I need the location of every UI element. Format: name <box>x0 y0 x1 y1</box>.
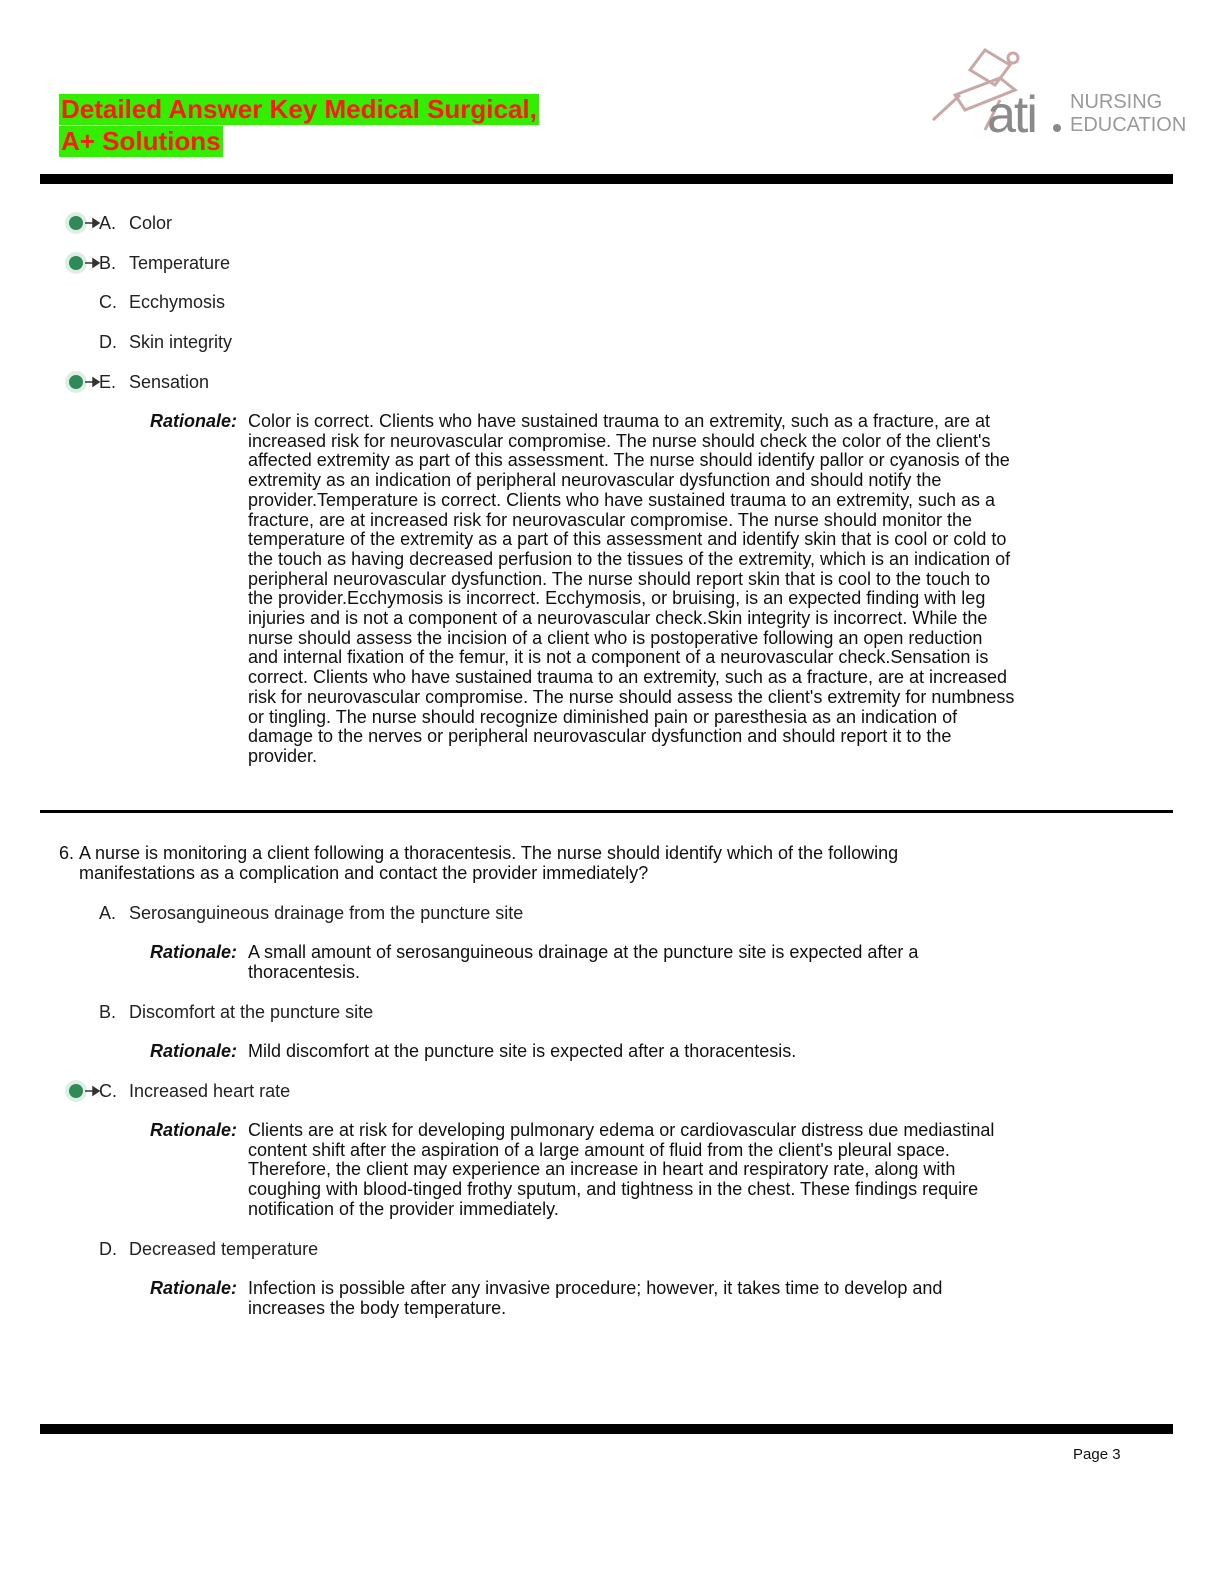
header-divider <box>40 174 1173 184</box>
option-e: E. Sensation <box>99 372 210 392</box>
rationale-text: Color is correct. Clients who have sustained trauma to an extremity, such as a fracture, are at increased risk for neurovascular compromise. The nurse should check the color of the client's affected extremity as part of this assessment. The nurse should identify pallor or cyanosis of the extremity as an indication of peripheral neurovascular dysfunction and should notify the provider.Temperature is correct. Clients who have sustained trauma to an extremity, such as a fracture, are at increased risk for neurovascular compromise. The nurse should monitor the temperature of the extremity as a part of this assessment and identify skin that is cool or cold to the touch as having decreased perfusion to the tissues of the extremity, which is an indication of peripheral neurovascular dysfunction. The nurse should report skin that is cool to the touch to the provider.Ecchymosis is incorrect. Ecchymosis, or bruising, is an expected finding with leg injuries and is not a component of a neurovascular check.Skin integrity is incorrect. While the nurse should assess the incision of a client who is postoperative following an open reduction and internal fixation of the femur, it is not a component of a neurovascular check.Sensation is correct. Clients who have sustained trauma to an extremity, such as a fracture, are at increased risk for neurovascular compromise. The nurse should assess the client's extremity for numbness or tingling. The nurse should recognize diminished pain or paresthesia as an indication of damage to the nerves or peripheral neurovascular dysfunction and should report it to the provider. <box>248 411 1015 766</box>
option-d: D. Decreased temperature <box>99 1239 319 1259</box>
ati-nursing-education-logo <box>925 40 1187 144</box>
logo-brand: ati <box>987 86 1036 144</box>
option-c: C. Ecchymosis <box>99 292 226 312</box>
option-a: A. Serosanguineous drainage from the puncture site <box>99 903 524 923</box>
option-d: D. Skin integrity <box>99 332 233 352</box>
correct-answer-marker-icon <box>63 249 103 277</box>
footer-divider <box>40 1424 1173 1434</box>
rationale-label: Rationale: <box>150 1278 238 1298</box>
correct-answer-marker-icon <box>63 1077 103 1105</box>
document-title-line-2: A+ Solutions <box>61 126 221 156</box>
document-title-line-1: Detailed Answer Key Medical Surgical, <box>61 94 537 124</box>
correct-answer-marker-icon <box>63 368 103 396</box>
logo-line-nursing: NURSING <box>1070 91 1163 113</box>
option-b: B. Temperature <box>99 253 231 273</box>
rationale-text: A small amount of serosanguineous drainage at the puncture site is expected after a thoracentesis. <box>248 942 919 982</box>
rationale-text: Clients are at risk for developing pulmonary edema or cardiovascular distress due mediastinal content shift after the aspiration of a large amount of fluid from the client's pleural space. Therefore, the client may experience an increase in heart and respiratory rate, along with coughing with blood-tinged frothy sputum, and tightness in the chest. These findings require notification of the provider immediately. <box>248 1120 995 1219</box>
option-b: B. Discomfort at the puncture site <box>99 1002 374 1022</box>
rationale-text: Mild discomfort at the puncture site is expected after a thoracentesis. <box>248 1041 797 1061</box>
rationale-label: Rationale: <box>150 411 238 431</box>
page-number: Page 3 <box>1073 1446 1121 1463</box>
question-number: 6. <box>59 843 75 863</box>
option-c: C. Increased heart rate <box>99 1081 291 1101</box>
rationale-text: Infection is possible after any invasive procedure; however, it takes time to develop and increases the body temperature. <box>248 1278 943 1318</box>
rationale-label: Rationale: <box>150 1041 238 1061</box>
rationale-label: Rationale: <box>150 942 238 962</box>
correct-answer-marker-icon <box>63 209 103 237</box>
logo-line-education: EDUCATION <box>1070 114 1187 136</box>
question-divider <box>40 810 1173 813</box>
rationale-label: Rationale: <box>150 1120 238 1140</box>
option-a: A. Color <box>99 213 173 233</box>
